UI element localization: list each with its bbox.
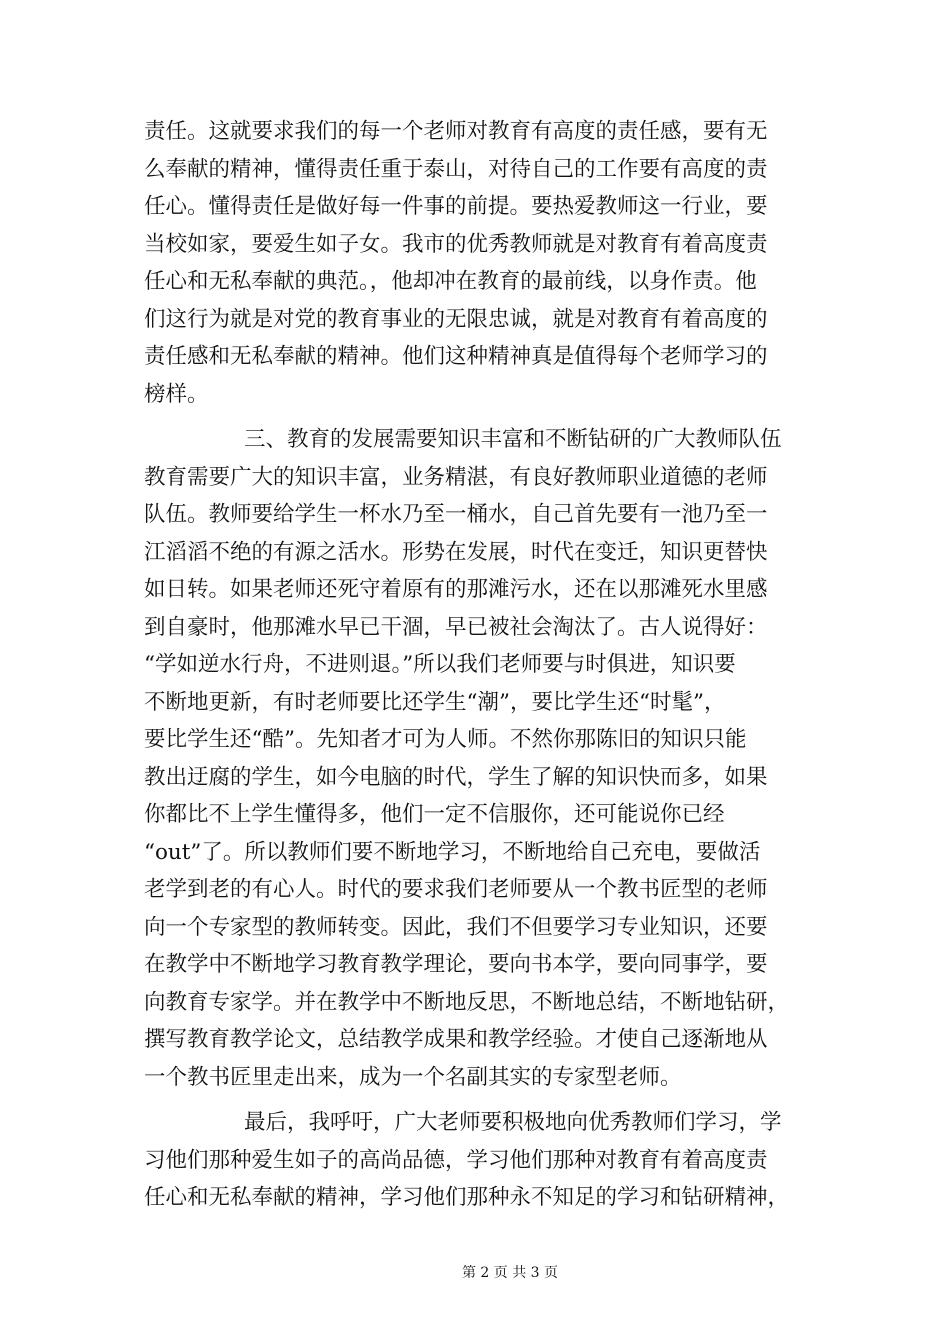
paragraph-gap <box>144 1096 824 1104</box>
text-line: 队伍。教师要给学生一杯水乃至一桶水，自己首先要有一池乃至一 <box>144 502 768 527</box>
text-line: 们这行为就是对党的教育事业的无限忠诚，就是对教育有着高度的 <box>144 306 768 332</box>
text-line: 不断地更新，有时老师要比还学生“潮”，要比学生还“时髦”， <box>144 689 726 715</box>
paragraph-gap <box>144 413 824 421</box>
text-line: 一个教书匠里走出来，成为一个名副其实的专家型老师。 <box>144 1064 682 1090</box>
text-line: 任心和无私奉献的典范。，他却冲在教育的最前线，以身作责。他 <box>144 269 757 294</box>
paragraph-conclusion <box>144 1104 824 1217</box>
text-line: 么奉献的精神，懂得责任重于泰山，对待自己的工作要有高度的责 <box>144 156 768 182</box>
document-body <box>144 113 824 1217</box>
text-line: “学如逆水行舟，不进则退。”所以我们老师要与时俱进，知识要 <box>144 652 736 677</box>
text-line: 撰写教育教学论文，总结教学成果和教学经验。才使自己逐渐地从 <box>144 1027 768 1052</box>
text-line: 江滔滔不绝的有源之活水。形势在发展，时代在变迁，知识更替快 <box>144 539 768 565</box>
text-line: 你都比不上学生懂得多，他们一定不信服你，还可能说你已经 <box>144 802 725 827</box>
text-line: 责任。这就要求我们的每一个老师对教育有高度的责任感，要有无 <box>144 119 768 144</box>
text-line: 当校如家，要爱生如子女。我市的优秀教师就是对教育有着高度责 <box>144 231 768 257</box>
text-line: 最后，我呼吁，广大老师要积极地向优秀教师们学习，学 <box>244 1110 782 1135</box>
section-heading-3: 三、教育的发展需要知识丰富和不断钻研的广大教师队伍 <box>244 427 782 452</box>
paragraph-responsibility <box>144 113 824 413</box>
text-line: 向一个专家型的教师转变。因此，我们不但要学习专业知识，还要 <box>144 914 768 940</box>
text-line: 责任感和无私奉献的精神。他们这种精神真是值得每个老师学习的 <box>144 344 768 369</box>
page-number-footer: 第 2 页 共 3 页 <box>461 1265 559 1281</box>
paragraph-knowledge <box>144 459 824 1097</box>
text-line: 教出迂腐的学生，如今电脑的时代，学生了解的知识快而多，如果 <box>144 764 768 790</box>
text-line: 任心。懂得责任是做好每一件事的前提。要热爱教师这一行业，要 <box>144 194 768 219</box>
text-line: “out”了。所以教师们要不断地学习，不断地给自己充电，要做活 <box>144 839 761 865</box>
text-line: 任心和无私奉献的精神，学习他们那种永不知足的学习和钻研精神， <box>144 1185 790 1210</box>
text-line: 向教育专家学。并在教学中不断地反思，不断地总结，不断地钻研， <box>144 989 790 1015</box>
text-line: 榜样。 <box>144 381 209 407</box>
text-line: 在教学中不断地学习教育教学理论，要向书本学，要向同事学，要 <box>144 952 768 977</box>
text-line: 到自豪时，他那滩水早已干涸，早已被社会淘汰了。古人说得好： <box>144 614 768 640</box>
text-line: 要比学生还“酷”。先知者才可为人师。不然你那陈旧的知识只能 <box>144 727 747 752</box>
text-line: 教育需要广大的知识丰富，业务精湛，有良好教师职业道德的老师 <box>144 464 768 490</box>
text-line: 习他们那种爱生如子的高尚品德，学习他们那种对教育有着高度责 <box>144 1147 768 1173</box>
text-line: 老学到老的有心人。时代的要求我们老师要从一个教书匠型的老师 <box>144 877 768 902</box>
text-line: 如日转。如果老师还死守着原有的那滩污水，还在以那滩死水里感 <box>144 577 768 602</box>
